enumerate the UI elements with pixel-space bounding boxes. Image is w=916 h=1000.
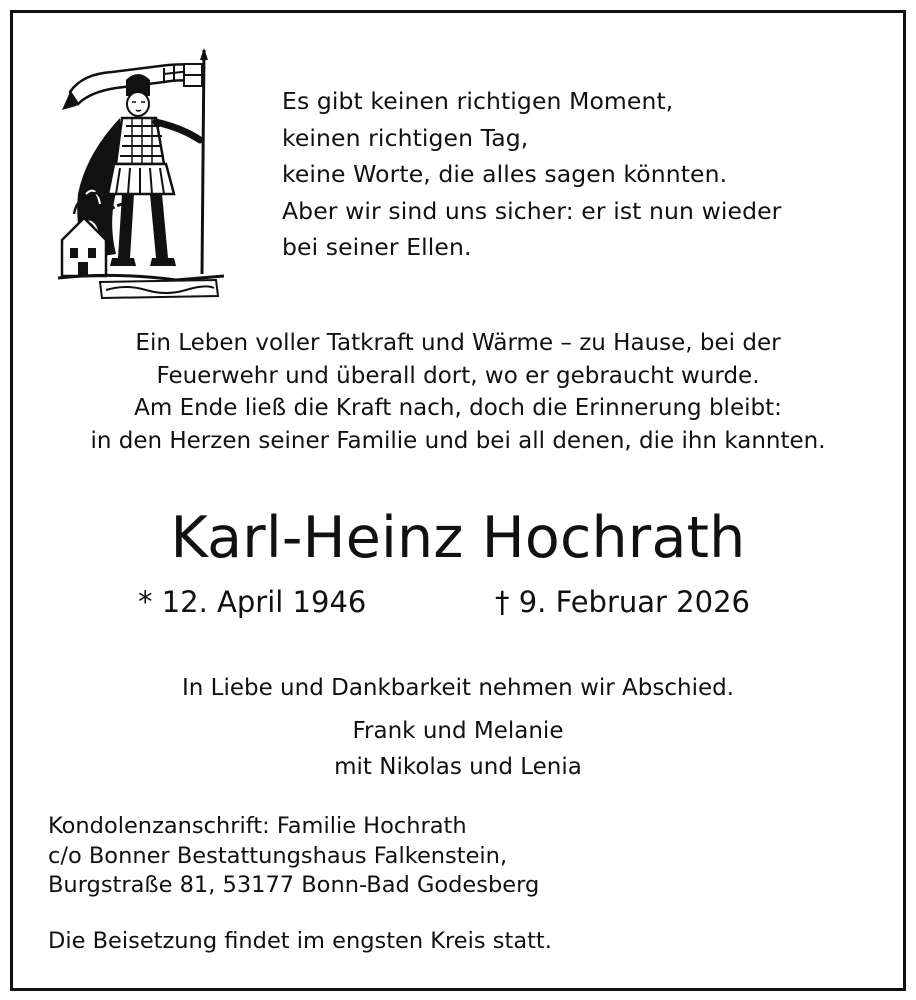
tribute-line: in den Herzen seiner Familie und bei all denen, die ihn kannten.: [90, 427, 826, 454]
firefighter-emblem: [56, 44, 226, 299]
poem-line: Aber wir sind uns sicher: er ist nun wieder: [282, 196, 782, 225]
farewell-text: In Liebe und Dankbarkeit nehmen wir Abschied.: [181, 675, 735, 701]
family-signature: [0, 713, 916, 785]
address-line: c/o Bonner Bestattungshaus Falkenstein,: [48, 842, 508, 869]
farewell-line: [0, 670, 916, 706]
tribute-line: Ein Leben voller Tatkraft und Wärme – zu Hause, bei der: [135, 330, 781, 356]
family-line: Frank und Melanie: [352, 718, 564, 744]
tribute-line: Am Ende ließ die Kraft nach, doch die Erinnerung bleibt:: [134, 395, 782, 421]
poem: [282, 83, 781, 266]
address-line: Burgstraße 81, 53177 Bonn-Bad Godesberg: [48, 872, 540, 898]
address-line: Kondolenzanschrift: Familie Hochrath: [48, 813, 467, 839]
family-line: mit Nikolas und Lenia: [334, 754, 582, 780]
tribute-text: [0, 327, 916, 457]
poem-line: keinen richtigen Tag,: [282, 123, 529, 152]
birth-date: * 12. April 1946: [138, 585, 367, 619]
poem-line: bei seiner Ellen.: [282, 233, 472, 261]
funeral-note: Die Beisetzung findet im engsten Kreis statt.: [48, 928, 552, 954]
poem-line: Es gibt keinen richtigen Moment,: [282, 87, 674, 115]
condolence-address: [48, 812, 539, 901]
saint-florian-firefighter-emblem-icon: [56, 44, 226, 299]
poem-line: keine Worte, die alles sagen könnten.: [282, 160, 728, 188]
tribute-line: Feuerwehr und überall dort, wo er gebraucht wurde.: [156, 362, 760, 389]
deceased-name: Karl-Heinz Hochrath: [170, 505, 746, 571]
death-date: † 9. Februar 2026: [495, 585, 750, 619]
